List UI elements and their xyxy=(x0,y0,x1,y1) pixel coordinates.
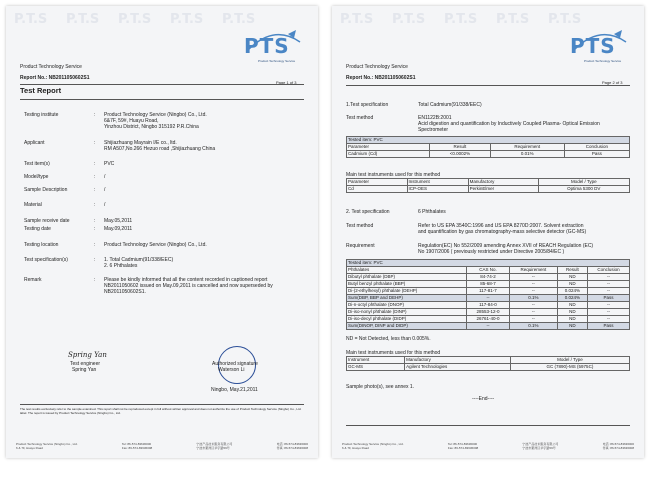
section-title: Main test instruments used for this method xyxy=(346,350,441,356)
table-title: Tested item: PVC xyxy=(347,260,630,267)
field-label: Testing location xyxy=(24,242,59,248)
field-value: Shijiazhuang Mayrain I/E co., ltd. xyxy=(104,140,177,146)
table-header: Instrument xyxy=(407,179,468,186)
end-marker: ----End---- xyxy=(472,396,495,402)
watermark-text: P.T.S xyxy=(340,12,374,27)
table-header: CAS No. xyxy=(466,267,509,274)
table-cell: GC (7890)-MS (5975C) xyxy=(510,364,629,371)
field-label: 2. Test specification xyxy=(346,209,390,215)
field-value: Refer to US EPA 3540C:1996 and US EPA 8270D:2007. Solvent extraction xyxy=(418,223,584,229)
table-cell: <0.0002% xyxy=(430,151,490,158)
watermark-text: P.T.S xyxy=(14,12,48,27)
table-header: Parameter xyxy=(347,179,408,186)
field-value: Yinzhou District, Ningbo 315192 P.R.China xyxy=(104,124,199,130)
table-row-sum: Sum(DINOP, DINP and DIDP) -- 0.1% ND Pass xyxy=(347,323,630,330)
watermark-text: P.T.S xyxy=(66,12,100,27)
field-value: / xyxy=(104,202,106,208)
page-number: Page 1 of 3 xyxy=(276,80,297,85)
divider xyxy=(20,99,304,100)
table-cell: Cd xyxy=(347,186,408,193)
authorized-title: Authorized signature xyxy=(212,361,258,367)
divider xyxy=(20,404,304,405)
table-header: Model / Type xyxy=(510,357,629,364)
report-page-1: P.T.S P.T.S P.T.S P.T.S P.T.S PTS Product Technology Service Product Technology Service Report No.: NB2011050602S1 Page 1 of 3 Test Report Testing institute : Product Technology Service (Ningbo) Co., Ltd. 6&7F, 59#, Huayu Road, Yinzhou District, Ningbo 315192 P.R.China Applicant : Shijiazhuang Mayrain I/E co., ltd. RM A507,No.266 Hezuo road ,Shijiazhuang China Test item(s) : PVC Model/type : / Sample Description : / Material : / Sample receive date : May.05,2011 Testing date : May.09,2011 Testing location : Product Technology Service (Ningbo) Co., Ltd. Test specification(s) : 1. Total Cadmium(91/338/EEC) 2. 6 Phthalates Remark : Please be kindly informed that all the content recorded in captioned report NB2011050602 issued on May.09,2011 is cancelled and now superseded by NB2011050602S1. Spring Yan Test engineer Spring Yan Authorized signature Waterson Li Ningbo, May.21,2011 The test results exclusively refer to the sample examined. This report shall not be reproduced except in full without written approval and does not authorize the use of Product Technology Service (Ningbo) Co., Ltd. label. The report is issued by Product Technology Service (Ningbo) Co., Ltd. Product Technology Service (Ningbo) Co., Ltd. 6 & 7F, Huayu Road Tel: 86-574-83636000 Fax: 86-574-83636008 宁波产品技术服务有限公司 宁波市鄞州区华宇路59号 电话: 86-574-83636000 传真: 86-574-83636008 xyxy=(6,6,318,458)
footer-text: Tel: 86-574-83636000 xyxy=(447,442,478,446)
footer-text: 宁波产品技术服务有限公司 xyxy=(522,442,559,446)
table-row: Di-iso-decyl phthalate (DIDP) 26761-40-0 -- ND -- xyxy=(347,316,630,323)
field-value: / xyxy=(104,187,106,193)
field-value: Total Cadmium(91/338/EEC) xyxy=(418,102,482,108)
table-cell: 0.01% xyxy=(490,151,564,158)
footer-text: Fax: 86-574-83636008 xyxy=(121,446,153,450)
sample-photo-note: Sample photo(s), see annex 1. xyxy=(346,384,415,390)
footer-text: 传真: 86-574-83636008 xyxy=(276,446,308,450)
watermark-text: P.T.S xyxy=(496,12,530,27)
table-header: Manufactory xyxy=(468,179,538,186)
engineer-name: Spring Yan xyxy=(72,367,97,373)
place-date: Ningbo, May.21,2011 xyxy=(211,387,258,393)
field-value: Product Technology Service (Ningbo) Co., Ltd. xyxy=(104,112,207,118)
field-value: 6 Phthalates xyxy=(418,209,446,215)
table-cell: Optima 5300 DV xyxy=(538,186,629,193)
field-value: and quantification by gas chromatography-mass selective detector (GC-MS) xyxy=(418,229,587,235)
logo-tagline: Product Technology Service xyxy=(584,59,622,63)
table-header: Instrument xyxy=(347,357,405,364)
table-cell: GC-MS xyxy=(347,364,405,371)
watermark-text: P.T.S xyxy=(118,12,152,27)
company-header: Product Technology Service xyxy=(346,64,408,70)
instrument-table-2 xyxy=(346,356,630,371)
authorized-name: Waterson Li xyxy=(218,367,245,373)
address-footer xyxy=(16,440,308,450)
table-header: Conclusion xyxy=(564,144,629,151)
field-value: May.05,2011 xyxy=(104,218,133,224)
table-row: Dibutyl phthalate (DBP) 84-74-2 -- ND -- xyxy=(347,274,630,281)
field-label: Test method xyxy=(346,223,374,229)
report-number: Report No.: NB2011050602S1 xyxy=(346,75,416,81)
table-cell: PerkinElmer xyxy=(468,186,538,193)
field-value: NB2011050602S1. xyxy=(104,289,146,295)
pts-logo xyxy=(570,28,630,68)
field-label: Material xyxy=(24,202,42,208)
footer-text: 宁波市鄞州区华宇路59号 xyxy=(196,446,230,450)
field-value: Spectrometer xyxy=(418,127,449,133)
field-value: No 1907/2006 ( previously restricted under Directive 2005/84/EC ) xyxy=(418,249,565,255)
engineer-signature: Spring Yan xyxy=(68,351,107,359)
report-number: Report No.: NB2011050602S1 xyxy=(20,75,90,81)
field-label: Model/type xyxy=(24,174,49,180)
section-title: Main test instruments used for this method xyxy=(346,172,441,178)
footer-text: 电话: 86-574-83636000 xyxy=(602,442,634,446)
field-label: Sample receive date xyxy=(24,218,70,224)
table-header: Phthalates xyxy=(347,267,467,274)
field-value: Regulation(EC) No 552/2009 amending Annex XVII of REACH Regulation (EC) xyxy=(418,243,594,249)
field-value: NB2011050602 issued on May.09,2011 is cancelled and now superseded by xyxy=(104,283,273,289)
address-footer xyxy=(342,440,634,450)
logo-text: PTS xyxy=(570,34,616,58)
field-label: Remark xyxy=(24,277,42,283)
field-value: May.09,2011 xyxy=(104,226,133,232)
table-row xyxy=(347,364,630,371)
table-row-sum: Sum(DBP, BBP and DEHP) -- 0.1% 0.024% Pass xyxy=(347,295,630,302)
field-label: Sample Description xyxy=(24,187,68,193)
page-number: Page 2 of 3 xyxy=(602,80,623,85)
table-row xyxy=(347,151,630,158)
footer-text: 宁波市鄞州区华宇路59号 xyxy=(522,446,556,450)
field-value: RM A507,No.266 Hezuo road ,Shijiazhuang China xyxy=(104,146,216,152)
table-cell: ICP-OES xyxy=(407,186,468,193)
table-header: Conclusion xyxy=(588,267,630,274)
field-label: Test item(s) xyxy=(24,161,50,167)
table-header: Requirement xyxy=(490,144,564,151)
divider xyxy=(20,84,304,85)
footer-text: 宁波产品技术服务有限公司 xyxy=(196,442,233,446)
phthalates-result-table xyxy=(346,259,630,330)
table-cell: Pass xyxy=(564,151,629,158)
page-title: Test Report xyxy=(20,86,62,95)
field-value: PVC xyxy=(104,161,115,167)
logo-tagline: Product Technology Service xyxy=(258,59,296,63)
field-label: Applicant xyxy=(24,140,45,146)
table-header: Result xyxy=(430,144,490,151)
pts-logo xyxy=(244,28,304,68)
field-value: / xyxy=(104,174,106,180)
cadmium-result-table xyxy=(346,136,630,158)
divider xyxy=(346,425,630,426)
table-header: Requirement xyxy=(510,267,558,274)
table-row: Di-iso-nonyl phthalate (DINP) 28553-12-0 -- ND -- xyxy=(347,309,630,316)
field-value: Please be kindly informed that all the content recorded in captioned report xyxy=(104,277,268,283)
field-value: 2. 6 Phthalates xyxy=(104,263,138,269)
watermark-text: P.T.S xyxy=(444,12,478,27)
field-label: Test method xyxy=(346,115,374,121)
footer-text: 6 & 7F, Huayu Road xyxy=(16,446,43,450)
footer-text: 6 & 7F, Huayu Road xyxy=(342,446,369,450)
logo-text: PTS xyxy=(244,34,290,58)
field-value: Product Technology Service (Ningbo) Co., Ltd. xyxy=(104,242,207,248)
watermark-text: P.T.S xyxy=(222,12,256,27)
table-title: Tested item: PVC xyxy=(347,137,630,144)
footer-text: Fax: 86-574-83636008 xyxy=(447,446,479,450)
table-row: Di-(2-ethylhexyl) phthalate (DEHP) 117-81-7 -- 0.024% -- xyxy=(347,288,630,295)
field-value: 1. Total Cadmium(91/338/EEC) xyxy=(104,257,174,263)
table-row: Butyl benzyl phthalate (BBP) 85-68-7 -- ND -- xyxy=(347,281,630,288)
table-header: Model / Type xyxy=(538,179,629,186)
field-label: Testing institute xyxy=(24,112,59,118)
table-header: Manufactory xyxy=(405,357,511,364)
field-value: Acid digestion and quantification by Inductively Coupled Plasma- Optical Emission xyxy=(418,121,600,127)
field-value: EN1122B:2001 xyxy=(418,115,452,121)
watermark-text: P.T.S xyxy=(170,12,204,27)
field-label: Test specification(s) xyxy=(24,257,68,263)
field-label: 1.Test specification xyxy=(346,102,389,108)
table-header: Parameter xyxy=(347,144,430,151)
divider xyxy=(346,85,630,86)
nd-note: ND = Not Detected, less than 0.005%. xyxy=(346,336,431,342)
field-label: Requirement xyxy=(346,243,375,249)
table-cell: Agilent Technologies xyxy=(405,364,511,371)
company-header: Product Technology Service xyxy=(20,64,82,70)
table-row xyxy=(347,186,630,193)
watermark-text: P.T.S xyxy=(392,12,426,27)
table-row: Di-n-octyl phthalate (DNOP) 117-84-0 -- ND -- xyxy=(347,302,630,309)
report-page-2 xyxy=(332,6,644,458)
footer-text: 传真: 86-574-83636008 xyxy=(602,446,634,450)
footer-text: Product Technology Service (Ningbo) Co., Ltd. xyxy=(342,442,404,446)
footer-text: Tel: 86-574-83636000 xyxy=(121,442,152,446)
table-header: Result xyxy=(557,267,587,274)
table-cell: Cadmium (Cd) xyxy=(347,151,430,158)
field-label: Testing date xyxy=(24,226,51,232)
instrument-table-1 xyxy=(346,178,630,193)
watermark-text: P.T.S xyxy=(548,12,582,27)
footer-note: The test results exclusively refer to the sample examined. This report shall not be reproduced except in full without written approval and does not authorize the use of Product Technology Service (Ningbo) Co., Ltd. label. The report is issued by Product Technology Service (Ningbo) Co., Ltd. xyxy=(20,407,302,415)
engineer-title: Test engineer xyxy=(70,361,101,367)
field-value: 6&7F, 59#, Huayu Road, xyxy=(104,118,159,124)
footer-text: Product Technology Service (Ningbo) Co., Ltd. xyxy=(16,442,78,446)
footer-text: 电话: 86-574-83636000 xyxy=(276,442,308,446)
